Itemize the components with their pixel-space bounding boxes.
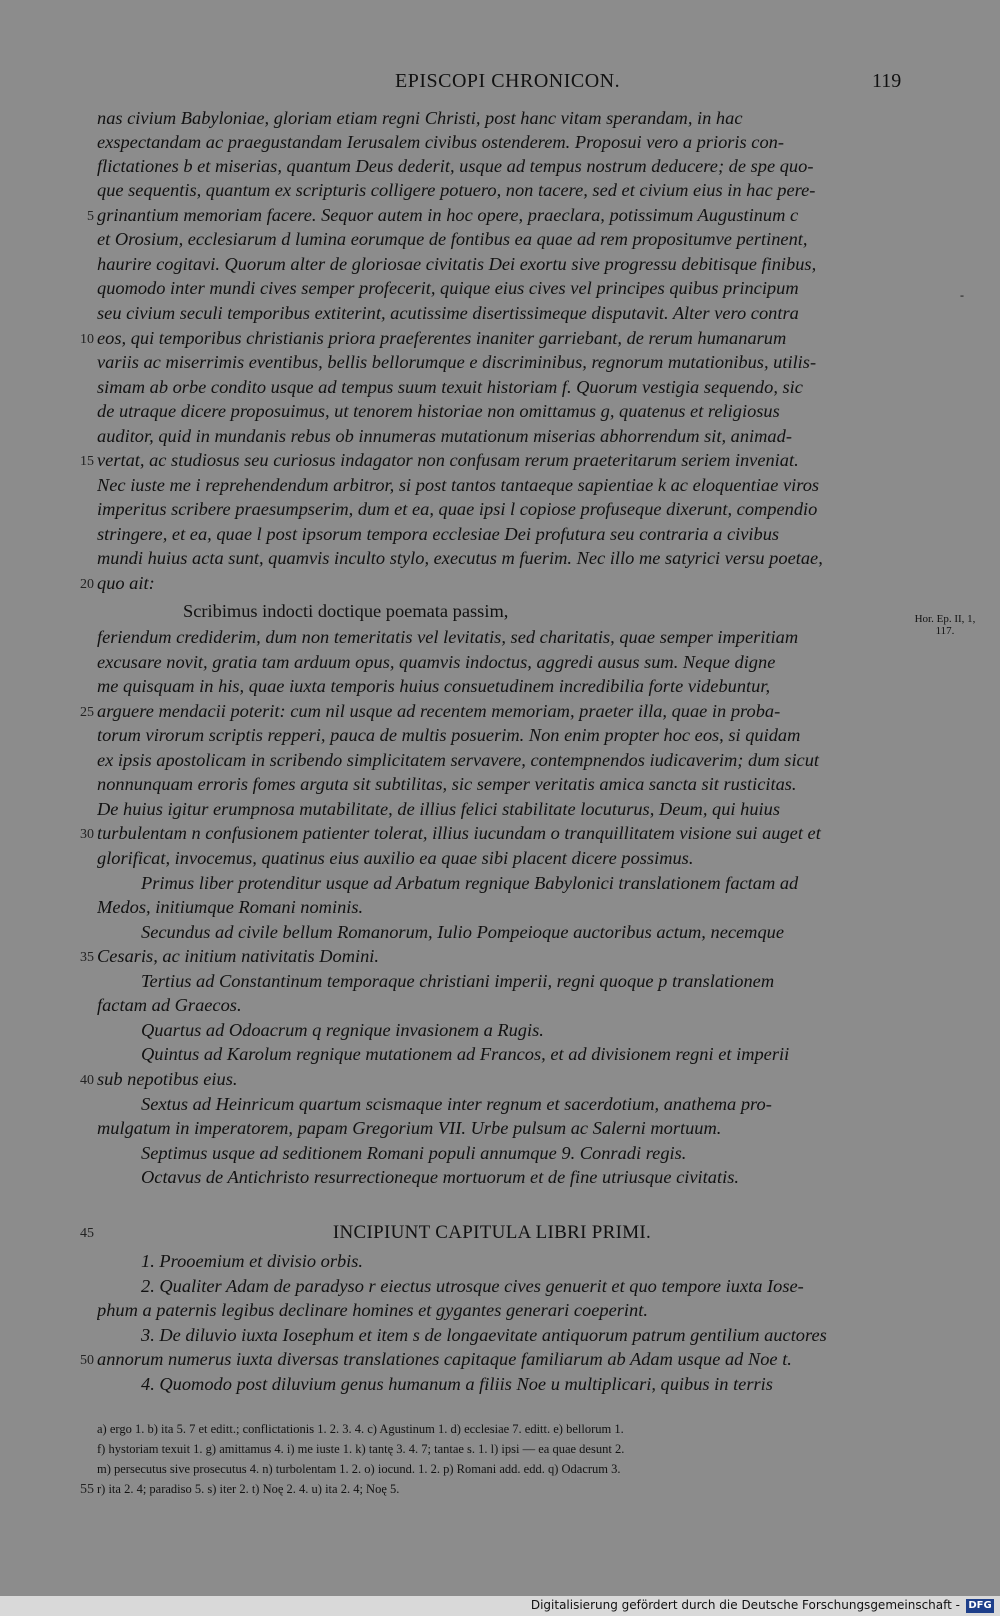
footnote-line: r) ita 2. 4; paradiso 5. s) iter 2. t) Noę 2. 4. u) ita 2. 4; Noę 5. xyxy=(97,1482,400,1496)
text-line: que sequentis, quantum ex scripturis colligere potuero, non tacere, sed et civium eius in hac pere- xyxy=(97,180,816,200)
text-line: glorificat, invocemus, quatinus eius auxilio ea quae sibi placent dicere possimus. xyxy=(97,848,694,868)
line-number: 25 xyxy=(80,705,94,720)
text-line: variis ac miserrimis eventibus, bellis bellorumque e discriminibus, regnorum mutationibus, utilis- xyxy=(97,352,817,372)
chapter-line: annorum numerus iuxta diversas translationes capitaque familiarum ab Adam usque ad Noe t. xyxy=(97,1349,792,1369)
dfg-logo: DFG xyxy=(966,1599,994,1613)
chapter-line: phum a paternis legibus declinare homines et gygantes generari coeperint. xyxy=(97,1300,648,1320)
text-line: de utraque dicere proposuimus, ut tenorem historiae non omittamus g, quatenus et religiosus xyxy=(97,401,780,421)
verse-quotation: Scribimus indocti doctique poemata passim, xyxy=(183,601,509,621)
text-line: excusare novit, gratia tam arduum opus, quamvis indoctus, aggredi ausus sum. Neque digne xyxy=(97,652,776,672)
text-line: nas civium Babyloniae, gloriam etiam regni Christi, post hanc vitam sperandam, in hac xyxy=(97,108,743,128)
chapter-line: 3. De diluvio iuxta Iosephum et item s de longaevitate antiquorum patrum gentilium auctores xyxy=(141,1325,827,1345)
text-line: Sextus ad Heinricum quartum scismaque inter regnum et sacerdotium, anathema pro- xyxy=(141,1094,772,1114)
text-line: ex ipsis apostolicam in scribendo simplicitatem servavere, contempnendos iudicaverim; dum sicut xyxy=(97,750,820,770)
text-line: me quisquam in his, quae iuxta temporis huius consuetudinem incredibilia forte videbuntur, xyxy=(97,676,771,696)
text-line: vertat, ac studiosus seu curiosus indagator non confusam rerum praeteritarum seriem inveniat. xyxy=(97,450,799,470)
text-line: grinantium memoriam facere. Sequor autem in hoc opere, praeclara, potissimum Augustinum c xyxy=(97,205,799,225)
running-title: EPISCOPI CHRONICON. xyxy=(395,70,621,92)
page-number: 119 xyxy=(872,70,902,92)
text-line: flictationes b et miserias, quantum Deus dederit, usque ad tempus nostrum deducere; de spe quo- xyxy=(97,156,814,176)
text-line: Primus liber protenditur usque ad Arbatum regnique Babylonici translationem factam ad xyxy=(141,873,799,893)
funding-notice: Digitalisierung gefördert durch die Deutsche Forschungsgemeinschaft - xyxy=(530,1598,960,1612)
text-line: De huius igitur erumpnosa mutabilitate, de illius felici stabilitate locuturus, Deum, qui huius xyxy=(97,799,780,819)
text-line: Quartus ad Odoacrum q regnique invasionem a Rugis. xyxy=(141,1020,544,1040)
line-number: 50 xyxy=(80,1353,94,1368)
margin-reference xyxy=(905,613,985,637)
line-number: 10 xyxy=(80,332,94,347)
text-line: feriendum crediderim, dum non temeritatis vel levitatis, sed charitatis, quae semper imperitiam xyxy=(97,627,799,647)
chapter-line: 2. Qualiter Adam de paradyso r eiectus utrosque cives genuerit et quo tempore iuxta Iose- xyxy=(141,1276,804,1296)
text-line: Medos, initiumque Romani nominis. xyxy=(97,897,364,917)
text-line: stringere, et ea, quae l post ipsorum tempora ecclesiae Dei profutura seu contraria a civibus xyxy=(97,524,780,544)
text-line: mulgatum in imperatorem, papam Gregorium VII. Urbe pulsum ac Salerni mortuum. xyxy=(97,1118,722,1138)
chapter-line: 4. Quomodo post diluvium genus humanum a filiis Noe u multiplicari, quibus in terris xyxy=(141,1374,773,1394)
text-line: Quintus ad Karolum regnique mutationem ad Francos, et ad divisionem regni et imperii xyxy=(141,1044,790,1064)
text-line: torum virorum scriptis repperi, pauca de multis posuerim. Non enim propter hoc eos, si quidam xyxy=(97,725,801,745)
text-line: nonnunquam erroris fomes arguta sit subtilitas, sic semper veritatis amica sancta sit rusticitas. xyxy=(97,774,797,794)
text-line: quo ait: xyxy=(97,573,155,593)
text-line: simam ab orbe condito usque ad tempus suum texuit historiam f. Quorum vestigia sequendo, sic xyxy=(97,377,803,397)
text-line: turbulentam n confusionem patienter tolerat, illius iucundam o tranquillitatem visione sui auget et xyxy=(97,823,821,843)
text-line: mundi huius acta sunt, quamvis inculto stylo, executus m fuerim. Nec illo me satyrici versu poetae, xyxy=(97,548,823,568)
running-header xyxy=(0,70,1000,94)
line-number: 20 xyxy=(80,577,94,592)
footnote-line: a) ergo 1. b) ita 5. 7 et editt.; conflictationis 1. 2. 3. 4. c) Agustinum 1. d) ecclesiae 7. editt. e) bellorum 1. xyxy=(97,1422,624,1436)
text-line: quomodo inter mundi cives semper profecerit, quique eius cives vel principes quibus principum xyxy=(97,278,799,298)
text-line: eos, qui temporibus christianis priora praeferentes inaniter garriebant, de rerum humanarum xyxy=(97,328,787,348)
line-number: 30 xyxy=(80,827,94,842)
chapter-line: 1. Prooemium et divisio orbis. xyxy=(141,1251,364,1271)
chapter-list-heading xyxy=(0,1222,1000,1244)
line-number: 40 xyxy=(80,1073,94,1088)
text-line: Septimus usque ad seditionem Romani populi annumque 9. Conradi regis. xyxy=(141,1143,687,1163)
text-line: et Orosium, ecclesiarum d lumina eorumque de fontibus ea quae ad rem propositumve pertinent, xyxy=(97,229,808,249)
digitization-footer xyxy=(0,1596,1000,1616)
text-line: arguere mendacii poterit: cum nil usque ad recentem memoriam, praeter illa, quae in proba- xyxy=(97,701,781,721)
line-number: 5 xyxy=(87,209,94,224)
text-line: Secundus ad civile bellum Romanorum, Iulio Pompeioque auctoribus actum, necemque xyxy=(141,922,785,942)
line-number: 45 xyxy=(80,1226,94,1241)
text-line: Octavus de Antichristo resurrectioneque mortuorum et de fine utriusque civitatis. xyxy=(141,1167,739,1187)
margin-reference-line: Hor. Ep. II, 1, xyxy=(914,613,976,625)
line-number: 55 xyxy=(80,1482,94,1497)
chapter-list-heading-text: INCIPIUNT CAPITULA LIBRI PRIMI. xyxy=(332,1222,652,1243)
text-line: seu civium seculi temporibus extiterint, acutissime disertissimeque disputavit. Alter vero contra xyxy=(97,303,799,323)
text-line: Nec iuste me i reprehendendum arbitror, si post tantos tantaeque sapientiae k ac eloquentiae viros xyxy=(97,475,820,495)
line-number: 15 xyxy=(80,454,94,469)
margin-reference-line: 117. xyxy=(935,625,955,637)
text-line: exspectandam ac praegustandam Ierusalem civibus ostenderem. Proposui vero a prioris con- xyxy=(97,132,784,152)
text-line: auditor, quid in mundanis rebus ob innumeras mutationum miserias abhorrendum sit, animad- xyxy=(97,426,792,446)
text-line: Tertius ad Constantinum temporaque christiani imperii, regni quoque p translationem xyxy=(141,971,775,991)
footnote-line: f) hystoriam texuit 1. g) amittamus 4. i) me iuste 1. k) tantę 3. 4. 7; tantae s. 1. l) ipsi — ea quae desunt 2. xyxy=(97,1442,625,1456)
text-line: sub nepotibus eius. xyxy=(97,1069,238,1089)
text-line: imperitus scribere praesumpserim, dum et ea, quae ipsi l copiose profuseque dixerunt, compendio xyxy=(97,499,818,519)
line-number: 35 xyxy=(80,950,94,965)
text-line: factam ad Graecos. xyxy=(97,995,242,1015)
footnote-line: m) persecutus sive prosecutus 4. n) turbolentam 1. 2. o) iocund. 1. 2. p) Romani add. edd. q) Odacrum 3. xyxy=(97,1462,621,1476)
text-line: Cesaris, ac initium nativitatis Domini. xyxy=(97,946,379,966)
text-line: haurire cogitavi. Quorum alter de gloriosae civitatis Dei exortu sive progressu debitisque finibus, xyxy=(97,254,817,274)
margin-mark: - xyxy=(960,288,964,302)
